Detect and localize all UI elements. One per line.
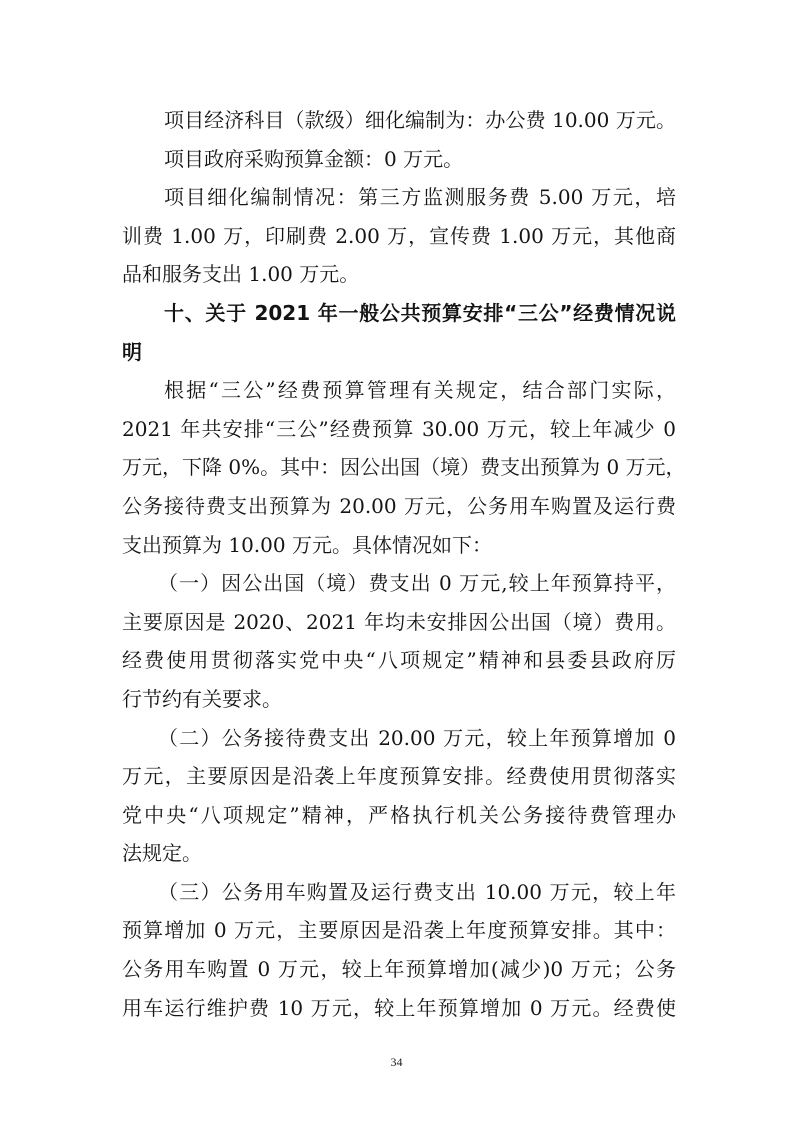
paragraph-8-line-4: 用车运行维护费 10 万元，较上年预算增加 0 万元。经费使: [122, 995, 676, 1020]
paragraph-3: [122, 178, 676, 294]
paragraph-7-line-2: 万元，主要原因是沿袭上年度预算安排。经费使用贯彻落实: [122, 764, 676, 789]
paragraph-8: [122, 873, 676, 1027]
paragraph-5-line-3: 万元，下降 0%。其中：因公出国（境）费支出预算为 0 万元，: [122, 455, 686, 480]
paragraph-7-line-3: 党中央“八项规定”精神，严格执行机关公务接待费管理办: [122, 802, 676, 827]
paragraph-5-line-2: 2021 年共安排“三公”经费预算 30.00 万元，较上年减少 0: [122, 416, 676, 441]
paragraph-6-line-3: 经费使用贯彻落实党中央“八项规定”精神和县委县政府厉: [122, 648, 676, 673]
document-body: [122, 101, 686, 1027]
paragraph-5-line-4: 公务接待费支出预算为 20.00 万元，公务用车购置及运行费: [122, 493, 676, 518]
paragraph-5-line-5: 支出预算为 10.00 万元。具体情况如下：: [122, 532, 492, 557]
paragraph-3-line-2: 训费 1.00 万，印刷费 2.00 万，宣传费 1.00 万元，其他商: [122, 223, 676, 248]
paragraph-7: [122, 719, 676, 873]
paragraph-6-line-1: （一）因公出国（境）费支出 0 万元,较上年预算持平，: [158, 571, 676, 596]
paragraph-3-line-3: 品和服务支出 1.00 万元。: [122, 262, 360, 287]
paragraph-6: [122, 564, 676, 718]
paragraph-8-line-2: 预算增加 0 万元，主要原因是沿袭上年度预算安排。其中：: [122, 918, 676, 943]
paragraph-2: [122, 140, 676, 179]
paragraph-5-line-1: 根据“三公”经费预算管理有关规定，结合部门实际，: [164, 378, 676, 403]
paragraph-7-line-1: （二）公务接待费支出 20.00 万元，较上年预算增加 0: [158, 725, 676, 750]
section-heading: [122, 294, 676, 371]
paragraph-6-line-2: 主要原因是 2020、2021 年均未安排因公出国（境）费用。: [122, 609, 676, 634]
paragraph-1: [122, 101, 676, 140]
paragraph-7-line-4: 法规定。: [122, 841, 202, 866]
section-heading-line-2: 明: [122, 339, 142, 364]
paragraph-8-line-1: （三）公务用车购置及运行费支出 10.00 万元，较上年: [158, 879, 676, 904]
paragraph-1-line-1: 项目经济科目（款级）细化编制为：办公费 10.00 万元。: [164, 108, 676, 132]
page-number: 34: [390, 1055, 403, 1069]
paragraph-8-line-3: 公务用车购置 0 万元，较上年预算增加(减少)0 万元；公务: [122, 957, 676, 982]
paragraph-2-line-1: 项目政府采购预算金额：0 万元。: [164, 146, 464, 171]
paragraph-5: [122, 371, 686, 564]
paragraph-6-line-4: 行节约有关要求。: [122, 686, 282, 711]
section-heading-line-1: 十、关于 2021 年一般公共预算安排“三公”经费情况说: [164, 300, 676, 325]
paragraph-3-line-1: 项目细化编制情况：第三方监测服务费 5.00 万元，培: [164, 185, 676, 210]
